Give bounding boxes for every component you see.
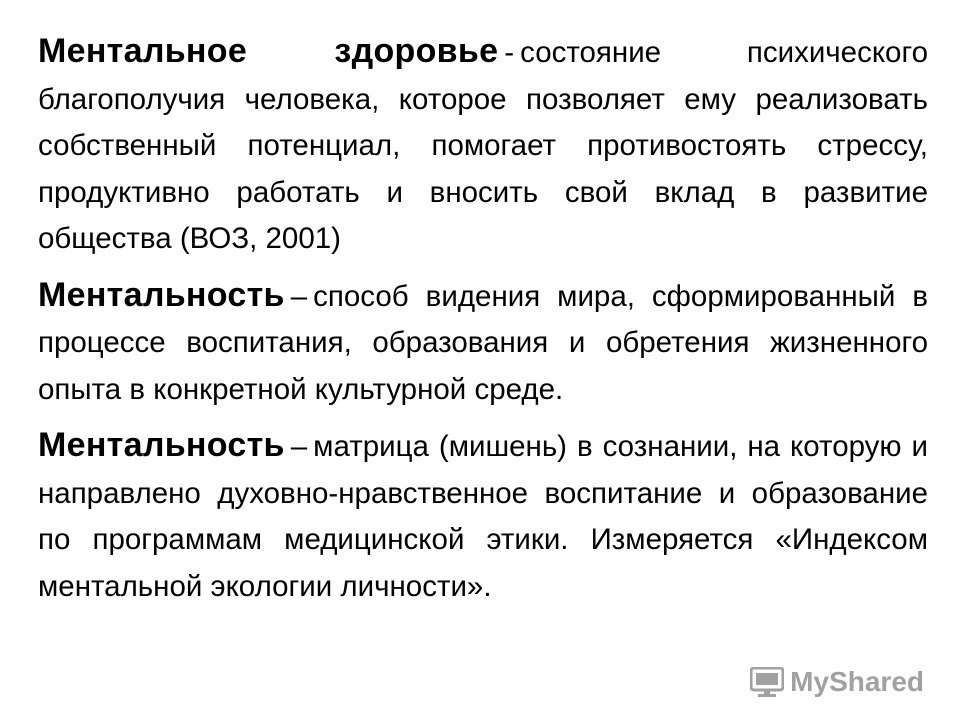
watermark — [750, 666, 924, 698]
term-mentality: Ментальность — [38, 275, 285, 314]
definition-dash: – — [290, 430, 308, 463]
slide-content — [38, 28, 928, 619]
term-mental-health: Ментальное здоровье — [38, 32, 499, 70]
myshared-logo-icon — [750, 667, 784, 697]
definition-dash: – — [290, 279, 308, 313]
definition-mentality-1 — [38, 272, 928, 414]
definition-text: состояние психического благополучия человека, которое позволяет ему реализовать собственный потенциал, помогает противостоять стрессу, продуктивно работать и вносить свой вклад в развитие общества (ВОЗ, 2001) — [38, 36, 928, 255]
term-mentality: Ментальность — [38, 426, 285, 464]
watermark-text: MyShared — [790, 666, 924, 697]
definition-mental-health — [38, 28, 928, 263]
definition-text: матрица (мишень) в сознании, на которую и направлено духовно-нравственное воспитание и образование по программам медицинской этики. Измеряется «Индексом ментальной экологии личности». — [38, 430, 928, 603]
definition-text: способ видения мира, сформированный в процессе воспитания, образования и обретения жизненного опыта в конкретной культурной среде. — [38, 279, 928, 406]
definition-mentality-2 — [38, 422, 928, 610]
definition-dash: - — [504, 36, 515, 69]
